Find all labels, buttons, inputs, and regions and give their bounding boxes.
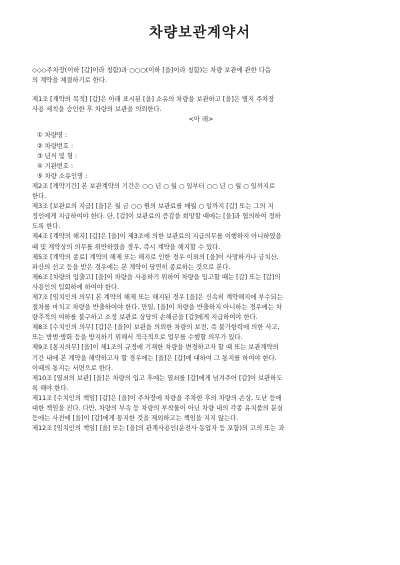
vehicle-item-owner: ⑤ 차량 소유인명 : <box>37 172 88 180</box>
article-5-line: 파산의 선고 등을 받은 경우에는 본 계약이 당연히 종료하는 것으로 본다. <box>32 263 231 271</box>
notice-heading: <아 래> <box>188 116 214 124</box>
intro-line: ◇◇◇주차장(이하 [갑]이라 칭함)과 ○○○(이하 [을]이라 칭함)는 차량 보관에 관한 다음 <box>32 67 271 74</box>
article-6-line: 사용인의 입회하에 하여야 한다. <box>32 283 120 291</box>
article-9-line: 이때의 통지는 서면으로 한다. <box>32 364 113 372</box>
article-4-line: 제4조 [계약의 해지] [갑]은 [을]이 제3조에 의한 보관료의 지급의무를 이행하지 아니하였을 <box>32 233 282 241</box>
article-8-line: 또는 방범·방화 등을 방지하기 위해서 적극적으로 업무를 수행할 의무가 있다. <box>32 334 243 342</box>
article-3-line: 도록 한다. <box>32 223 61 231</box>
vehicle-item-number: ② 차량번호 : <box>37 142 74 150</box>
article-1-line: 사용 세칙을 승인한 후 차량의 보관을 의뢰한다. <box>32 106 162 114</box>
vehicle-item-engine: ④ 기관번호 : <box>37 162 74 170</box>
article-2-line: 제2조 [계약기간] 본 보관계약의 기간은 ○○ 년 ○ 월 ○ 일부터 ○○ 년 ○ 월 ○ 일까지로 <box>32 182 276 190</box>
intro-line: 의 계약을 체결하기로 한다. <box>32 77 107 85</box>
article-10-line: 록 해야 한다. <box>32 384 69 392</box>
article-10-line: 제10조 [열쇠의 보관] [을]은 차량의 입고 후에는 열쇠를 [갑]에게 넘겨주어 [갑]이 보관하도 <box>32 374 283 382</box>
article-3-line: 제3조 [보관료의 지급] [을]은 월 금 ○○ 원의 보관료를 매월 ○ 일까지 [갑] 또는 그의 지 <box>32 203 274 211</box>
article-11-line: 대한 책임을 진다. 다만, 차량의 부속 등 차량의 부착물이 아닌 차량 내의 각종 유치품의 분실 <box>32 405 284 412</box>
article-9-line: 기간 내에 본 계약을 해약하고자 할 경우에는 [을]은 [갑]에 대하여 그 통지를 하여야 한다. <box>32 354 277 362</box>
article-12-line: 제12조 [임치인의 책임] [을] 또는 [을]의 관계사용인(운전사·동업자 등 포함)의 고의 또는 과 <box>32 425 285 433</box>
document-body <box>32 66 370 434</box>
article-7-line: 제7조 [임치인의 의무] 본 계약의 해제 또는 해지된 경우 [을]은 신속히 계약해지에 부수되는 <box>32 293 283 301</box>
article-1-line: 제1조 [계약의 목적] [갑]은 아래 표시된 [을] 소유의 차량을 보관하고 [을]은 별지 주차장 <box>32 96 275 104</box>
article-7-line: 량추적의 여하를 불구하고 소정 보관료 상당의 손해금을 [갑]에게 지급하여야 한다. <box>32 314 258 322</box>
article-3-line: 정인에게 지급하여야 한다. 단, [갑]이 보관료의 증감을 희망할 때에는 [을]과 협의하여 정하 <box>32 213 281 221</box>
article-7-line: 절차를 마치고 차량을 반출하여야 한다. 만일, [을]이 차량을 반출하지 아니하는 경우에는 차 <box>32 304 282 312</box>
article-2-line: 한다. <box>32 193 47 201</box>
article-9-line: 제9조 [통지의무] [을]이 제1조의 규정에 기재한 차량을 변경하고자 할 때 또는 보관계약의 <box>32 344 279 352</box>
article-4-line: 때 및 계약상의 의무를 위반하였을 경우, 즉시 계약을 해지할 수 있다. <box>32 243 221 251</box>
article-11-line: 제11조 [수치인의 책임] [갑]은 [을]이 주차장에 차량을 주차한 후의 차량의 손상, 도난 등에 <box>32 394 282 402</box>
article-6-line: 제6조 [차량의 입출고] [을]이 차량을 사용하기 위하여 차량을 입고할 때는 [갑] 또는 [갑]의 <box>32 273 281 281</box>
vehicle-item-model: ③ 년식 및 형 : <box>37 152 78 160</box>
article-8-line: 제8조 [수치인의 의무] [갑]은 [을]이 보관을 의뢰한 차량의 보전, 즉 불가항력에 의한 사고, <box>32 324 280 332</box>
vehicle-item-name: ① 차량명 : <box>37 132 68 140</box>
article-5-line: 제5조 [계약의 종료] 계약의 해제 또는 해지로 인한 경우 이외의 [을]이 사망하거나 금치산, <box>32 253 279 261</box>
article-11-line: 등에는 사전에 [을]이 [갑]에게 통지한 것을 제외하고는 책임을 지지 않는다. <box>32 415 239 423</box>
document-title: 차량보관계약서 <box>149 25 251 41</box>
